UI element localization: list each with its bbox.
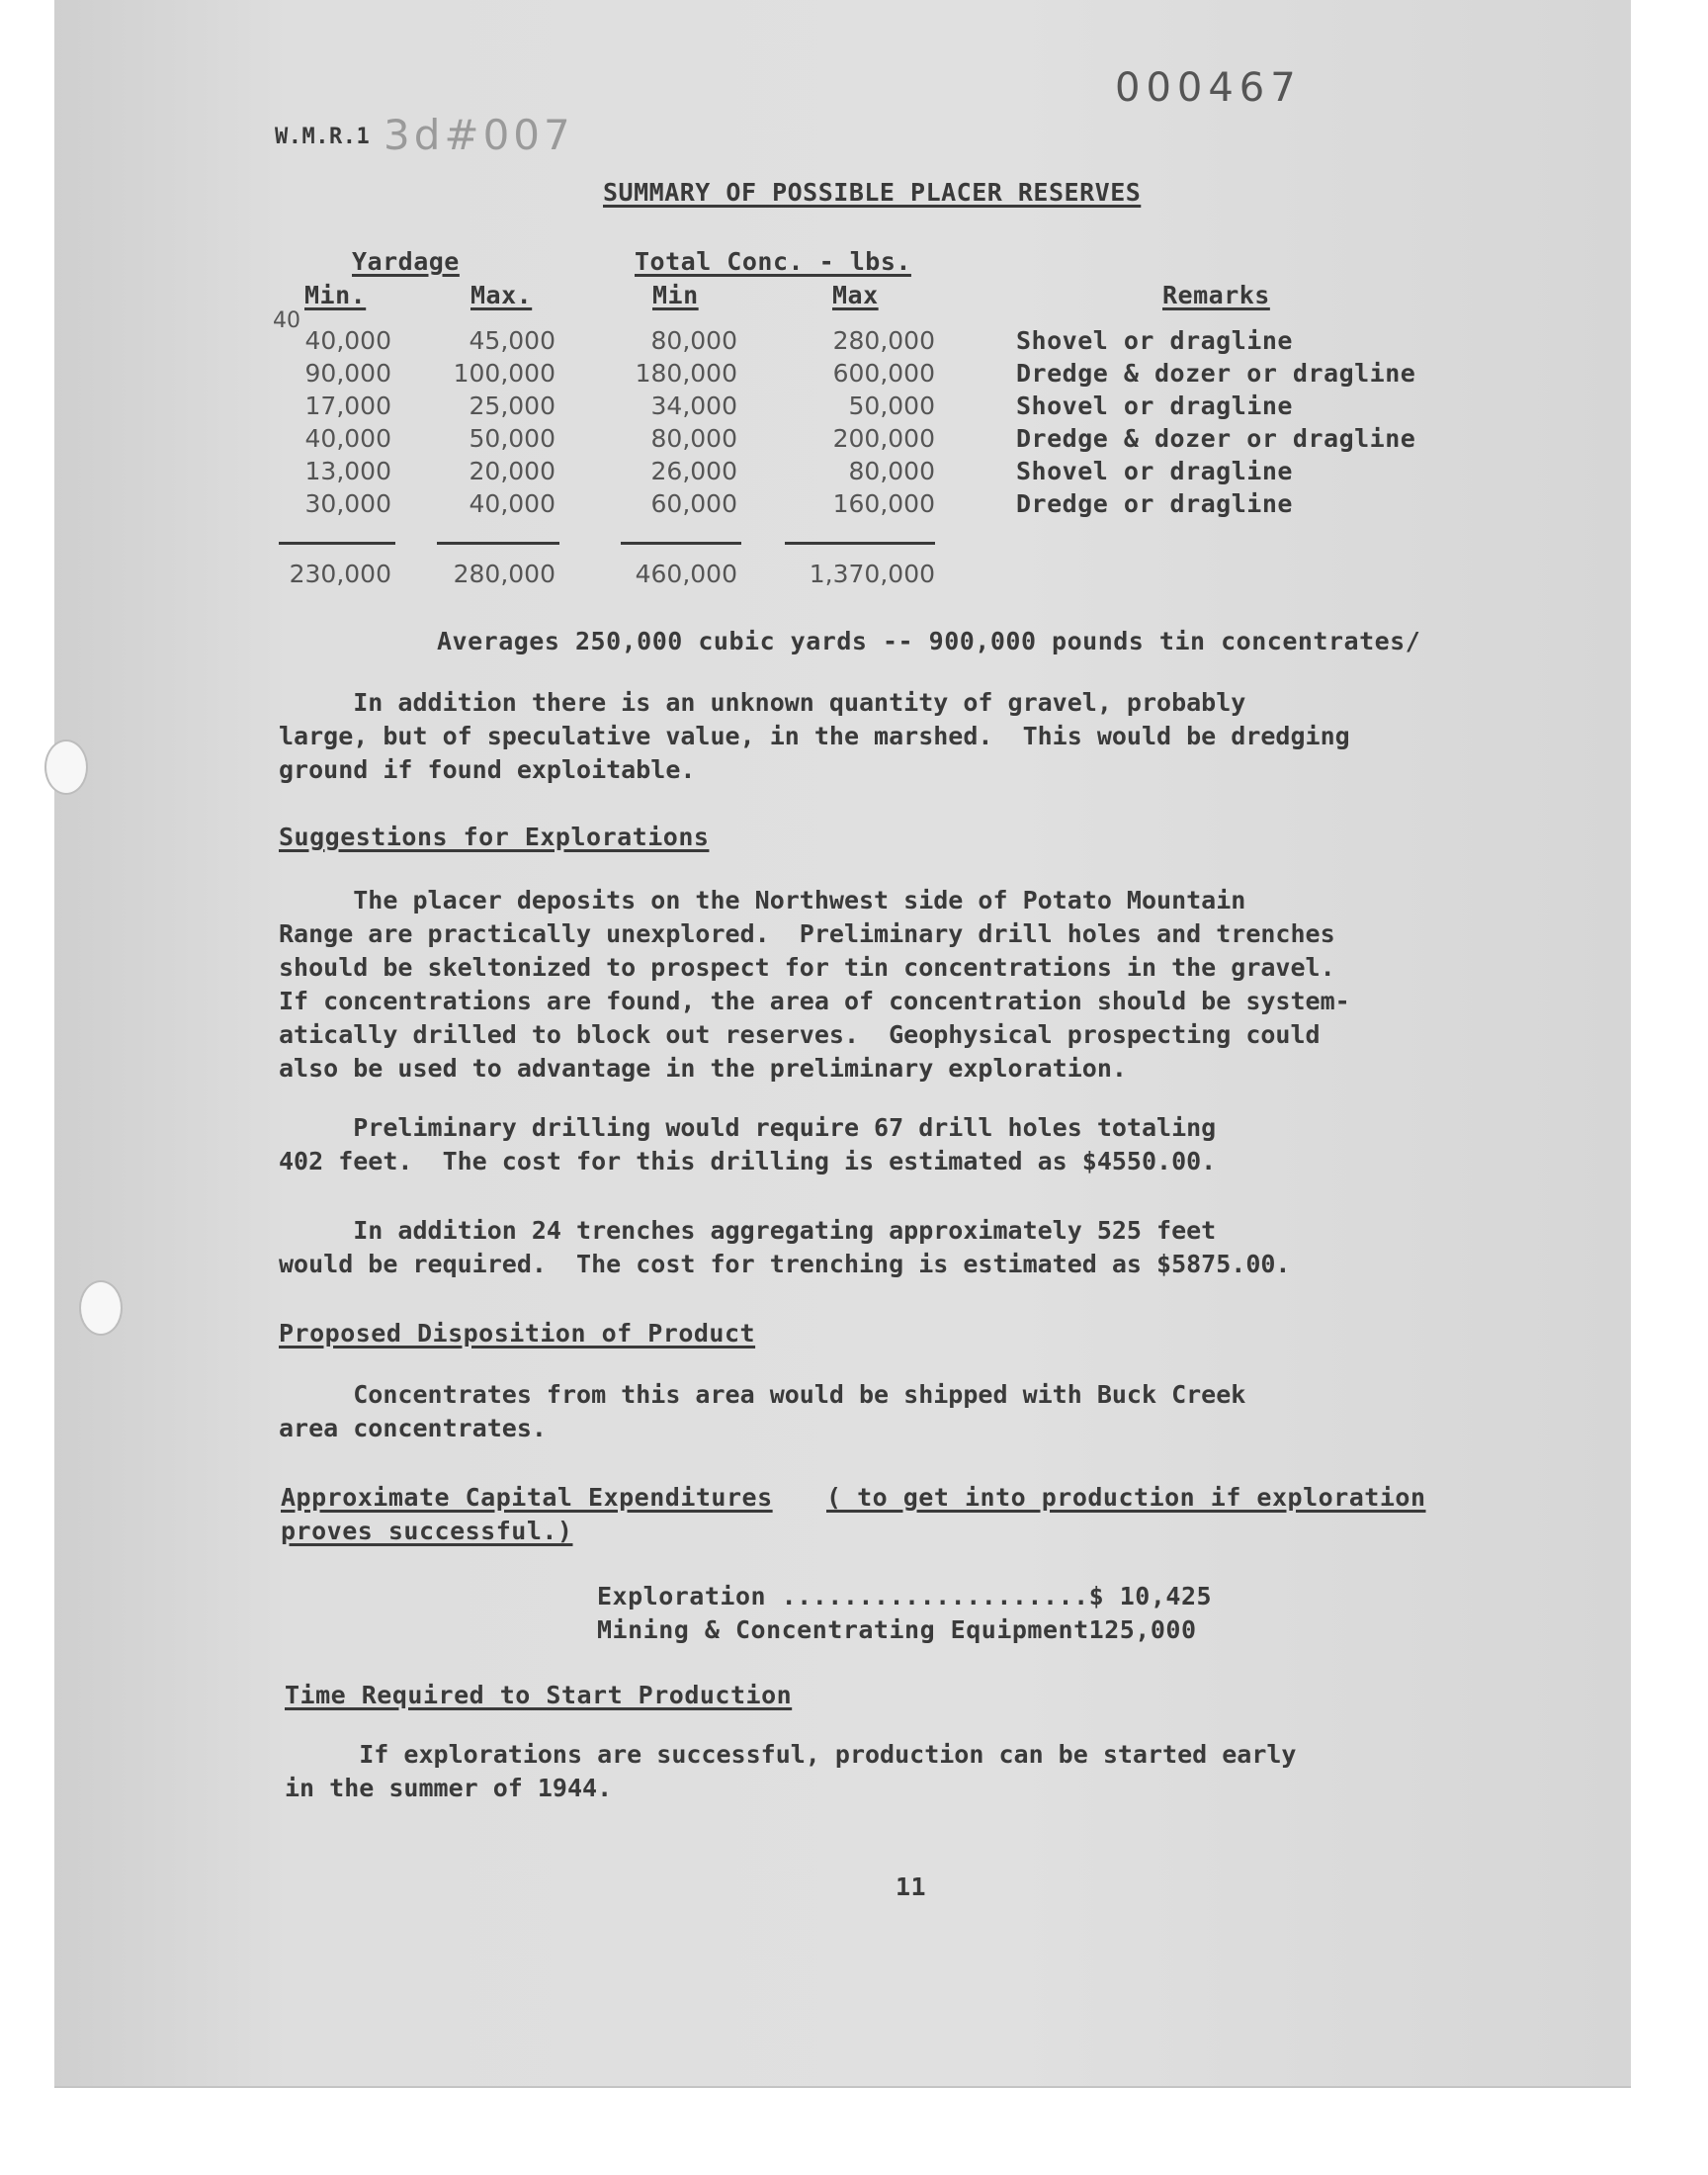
total-rule-conc-max	[785, 542, 935, 545]
heading-disposition: Proposed Disposition of Product	[279, 1319, 756, 1348]
total-rule-conc-min	[621, 542, 741, 545]
conc-min-cell: 80,000	[650, 424, 737, 453]
conc-group-header: Total Conc. - lbs.	[635, 247, 911, 276]
yardage-min-cell: 90,000	[304, 359, 391, 388]
heading-suggestions: Suggestions for Explorations	[279, 823, 710, 851]
para-drilling: Preliminary drilling would require 67 drill holes totaling 402 feet. The cost for this drilling is estimated as $4550.00.	[279, 1113, 1217, 1175]
yardage-min-cell: 17,000	[304, 392, 391, 420]
averages-line: Averages 250,000 cubic yards -- 900,000 pounds tin concentrates/	[437, 627, 1421, 655]
conc-max-cell: 50,000	[848, 392, 935, 420]
yardage-min-cell: 40,000	[304, 424, 391, 453]
margin-note: 40	[273, 308, 300, 333]
yardage-max-cell: 25,000	[469, 392, 555, 420]
para-placer: The placer deposits on the Northwest side of Potato Mountain Range are practically unexplored. Preliminary drill holes and trenches should be skeltonized to prospect for tin concentrations in the gravel. If concentrations are found, the area of concentration should be system- atically drilled to block out reserves. Geophysical prospecting could also be used to advantage in the preliminary exploration.	[279, 886, 1350, 1083]
conc-min-cell: 34,000	[650, 392, 737, 420]
remark-cell: Dredge or dragline	[1016, 489, 1293, 518]
yardage-max-cell: 45,000	[469, 326, 555, 355]
heading-capital-note: ( to get into production if exploration	[826, 1483, 1426, 1512]
remark-cell: Shovel or dragline	[1016, 392, 1293, 420]
remark-cell: Shovel or dragline	[1016, 457, 1293, 485]
expenditure-exploration: Exploration ....................$ 10,425	[597, 1582, 1213, 1610]
header-code: W.M.R.1	[275, 125, 371, 149]
yardage-min-cell: 40,000	[304, 326, 391, 355]
col-conc-min: Min	[652, 281, 699, 309]
heading-capital: Approximate Capital Expenditures	[281, 1483, 773, 1512]
header-stamp: 3d#007	[384, 111, 574, 159]
conc-min-column	[613, 324, 737, 520]
yardage-group-header: Yardage	[352, 247, 460, 276]
total-yard-min: 230,000	[289, 560, 391, 588]
conc-max-cell: 600,000	[832, 359, 935, 388]
col-remarks: Remarks	[1162, 281, 1270, 309]
conc-max-cell: 160,000	[832, 489, 935, 518]
conc-max-cell: 80,000	[848, 457, 935, 485]
total-conc-max: 1,370,000	[809, 560, 935, 588]
heading-capital-note-2: proves successful.)	[281, 1517, 573, 1545]
para-concentrates: Concentrates from this area would be shipped with Buck Creek area concentrates.	[279, 1380, 1246, 1442]
yardage-max-cell: 50,000	[469, 424, 555, 453]
remark-cell: Dredge & dozer or dragline	[1016, 424, 1416, 453]
total-yard-max: 280,000	[453, 560, 555, 588]
col-yard-max: Max.	[470, 281, 533, 309]
total-rule-yard-min	[279, 542, 395, 545]
conc-max-cell: 280,000	[832, 326, 935, 355]
col-yard-min: Min.	[304, 281, 367, 309]
para-time: If explorations are successful, production can be started early in the summer of 1944.	[285, 1740, 1297, 1802]
remark-cell: Dredge & dozer or dragline	[1016, 359, 1416, 388]
para-addition: In addition there is an unknown quantity of gravel, probably large, but of speculative value, in the marshed. This would be dredging ground if found exploitable.	[279, 688, 1350, 784]
document-number: 000467	[1115, 65, 1302, 111]
remark-cell: Shovel or dragline	[1016, 326, 1293, 355]
conc-max-cell: 200,000	[832, 424, 935, 453]
yardage-max-cell: 100,000	[453, 359, 555, 388]
para-trenches: In addition 24 trenches aggregating approximately 525 feet would be required. The cost for trenching is estimated as $5875.00.	[279, 1216, 1291, 1278]
conc-min-cell: 80,000	[650, 326, 737, 355]
yardage-max-cell: 40,000	[469, 489, 555, 518]
conc-min-cell: 26,000	[650, 457, 737, 485]
yardage-max-column	[425, 324, 555, 520]
total-conc-min: 460,000	[635, 560, 737, 588]
total-rule-yard-max	[437, 542, 559, 545]
conc-min-cell: 60,000	[650, 489, 737, 518]
remarks-column	[1016, 324, 1415, 520]
page-number: 11	[896, 1872, 927, 1901]
conc-max-column	[781, 324, 935, 520]
yardage-min-cell: 13,000	[304, 457, 391, 485]
col-conc-max: Max	[832, 281, 879, 309]
page-title: SUMMARY OF POSSIBLE PLACER RESERVES	[603, 178, 1142, 207]
binder-hole-bottom	[79, 1280, 123, 1336]
yardage-min-cell: 30,000	[304, 489, 391, 518]
expenditure-equipment: Mining & Concentrating Equipment125,000	[597, 1615, 1197, 1644]
yardage-max-cell: 20,000	[469, 457, 555, 485]
heading-time: Time Required to Start Production	[285, 1681, 793, 1709]
conc-min-cell: 180,000	[635, 359, 737, 388]
binder-hole-top	[44, 740, 88, 795]
yardage-min-column	[267, 324, 391, 520]
